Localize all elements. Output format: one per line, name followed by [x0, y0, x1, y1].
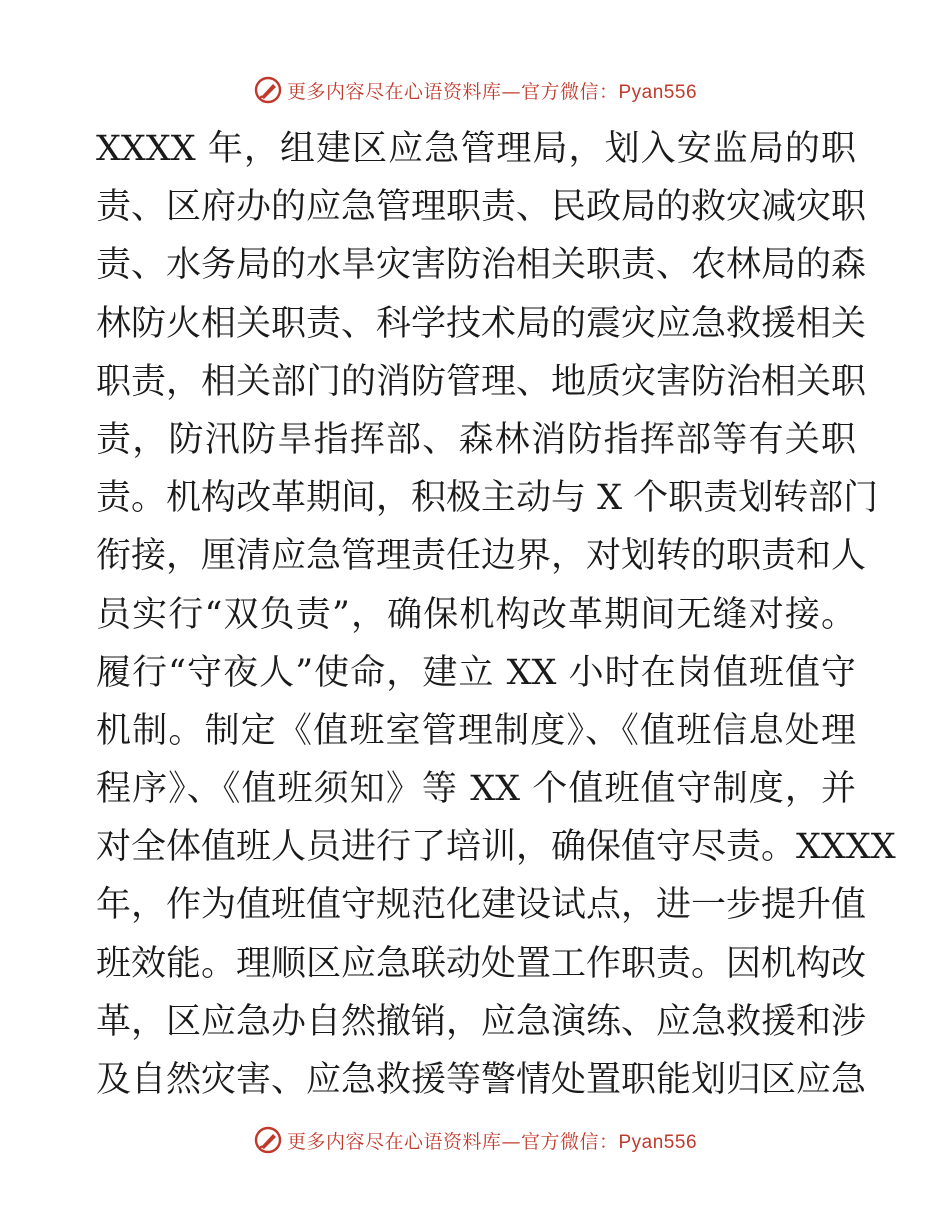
body-line: 班效能。理顺区应急联动处置工作职责。因机构改 [96, 943, 867, 984]
footer-watermark [0, 1122, 950, 1158]
watermark-separator: — [501, 1130, 521, 1153]
header-watermark [0, 72, 950, 108]
body-line: 衔接，厘清应急管理责任边界，对划转的职责和人 [96, 536, 867, 577]
watermark-wechat-label: 官方微信： [520, 1130, 619, 1153]
body-line: 责。机构改革期间，积极主动与 X 个职责划转部门 [96, 478, 879, 519]
watermark-handle: Pyan556 [618, 1131, 698, 1153]
body-line: XXXX 年，组建区应急管理局，划入安监局的职 [96, 129, 856, 169]
watermark-slogan: 更多内容尽在心语资料库 [286, 1130, 502, 1153]
body-line: 程序》、《值班须知》等 XX 个值班值守制度，并 [96, 769, 856, 810]
watermark-text [287, 1127, 697, 1154]
body-line: 职责，相关部门的消防管理、地质灾害防治相关职 [96, 361, 867, 402]
body-line: 年，作为值班值守规范化建设试点，进一步提升值 [96, 885, 867, 926]
watermark-handle: Pyan556 [618, 81, 698, 103]
body-line: 机制。制定《值班室管理制度》、《值班信息处理 [96, 710, 856, 751]
quill-logo-icon [253, 1125, 283, 1155]
body-line: 履行“守夜人”使命，建立 XX 小时在岗值班值守 [96, 652, 856, 693]
body-line: 林防火相关职责、科学技术局的震灾应急救援相关 [96, 303, 867, 344]
body-line: 及自然灾害、应急救援等警情处置职能划归区应急 [96, 1060, 867, 1100]
watermark-slogan: 更多内容尽在心语资料库 [286, 80, 502, 103]
body-line: 责，防汛防旱指挥部、森林消防指挥部等有关职 [96, 419, 856, 460]
watermark-separator: — [501, 80, 521, 103]
body-line: 革，区应急办自然撤销，应急演练、应急救援和涉 [96, 1001, 867, 1042]
document-body [96, 120, 896, 1109]
body-line: 对全体值班人员进行了培训，确保值守尽责。XXXX [96, 827, 896, 868]
quill-logo-icon [253, 75, 283, 105]
body-line: 责、水务局的水旱灾害防治相关职责、农林局的森 [96, 245, 867, 286]
watermark-wechat-label: 官方微信： [520, 80, 619, 103]
watermark-text [287, 77, 697, 104]
body-line: 责、区府办的应急管理职责、民政局的救灾减灾职 [96, 187, 867, 228]
body-line: 员实行“双负责”，确保机构改革期间无缝对接。 [96, 594, 856, 635]
